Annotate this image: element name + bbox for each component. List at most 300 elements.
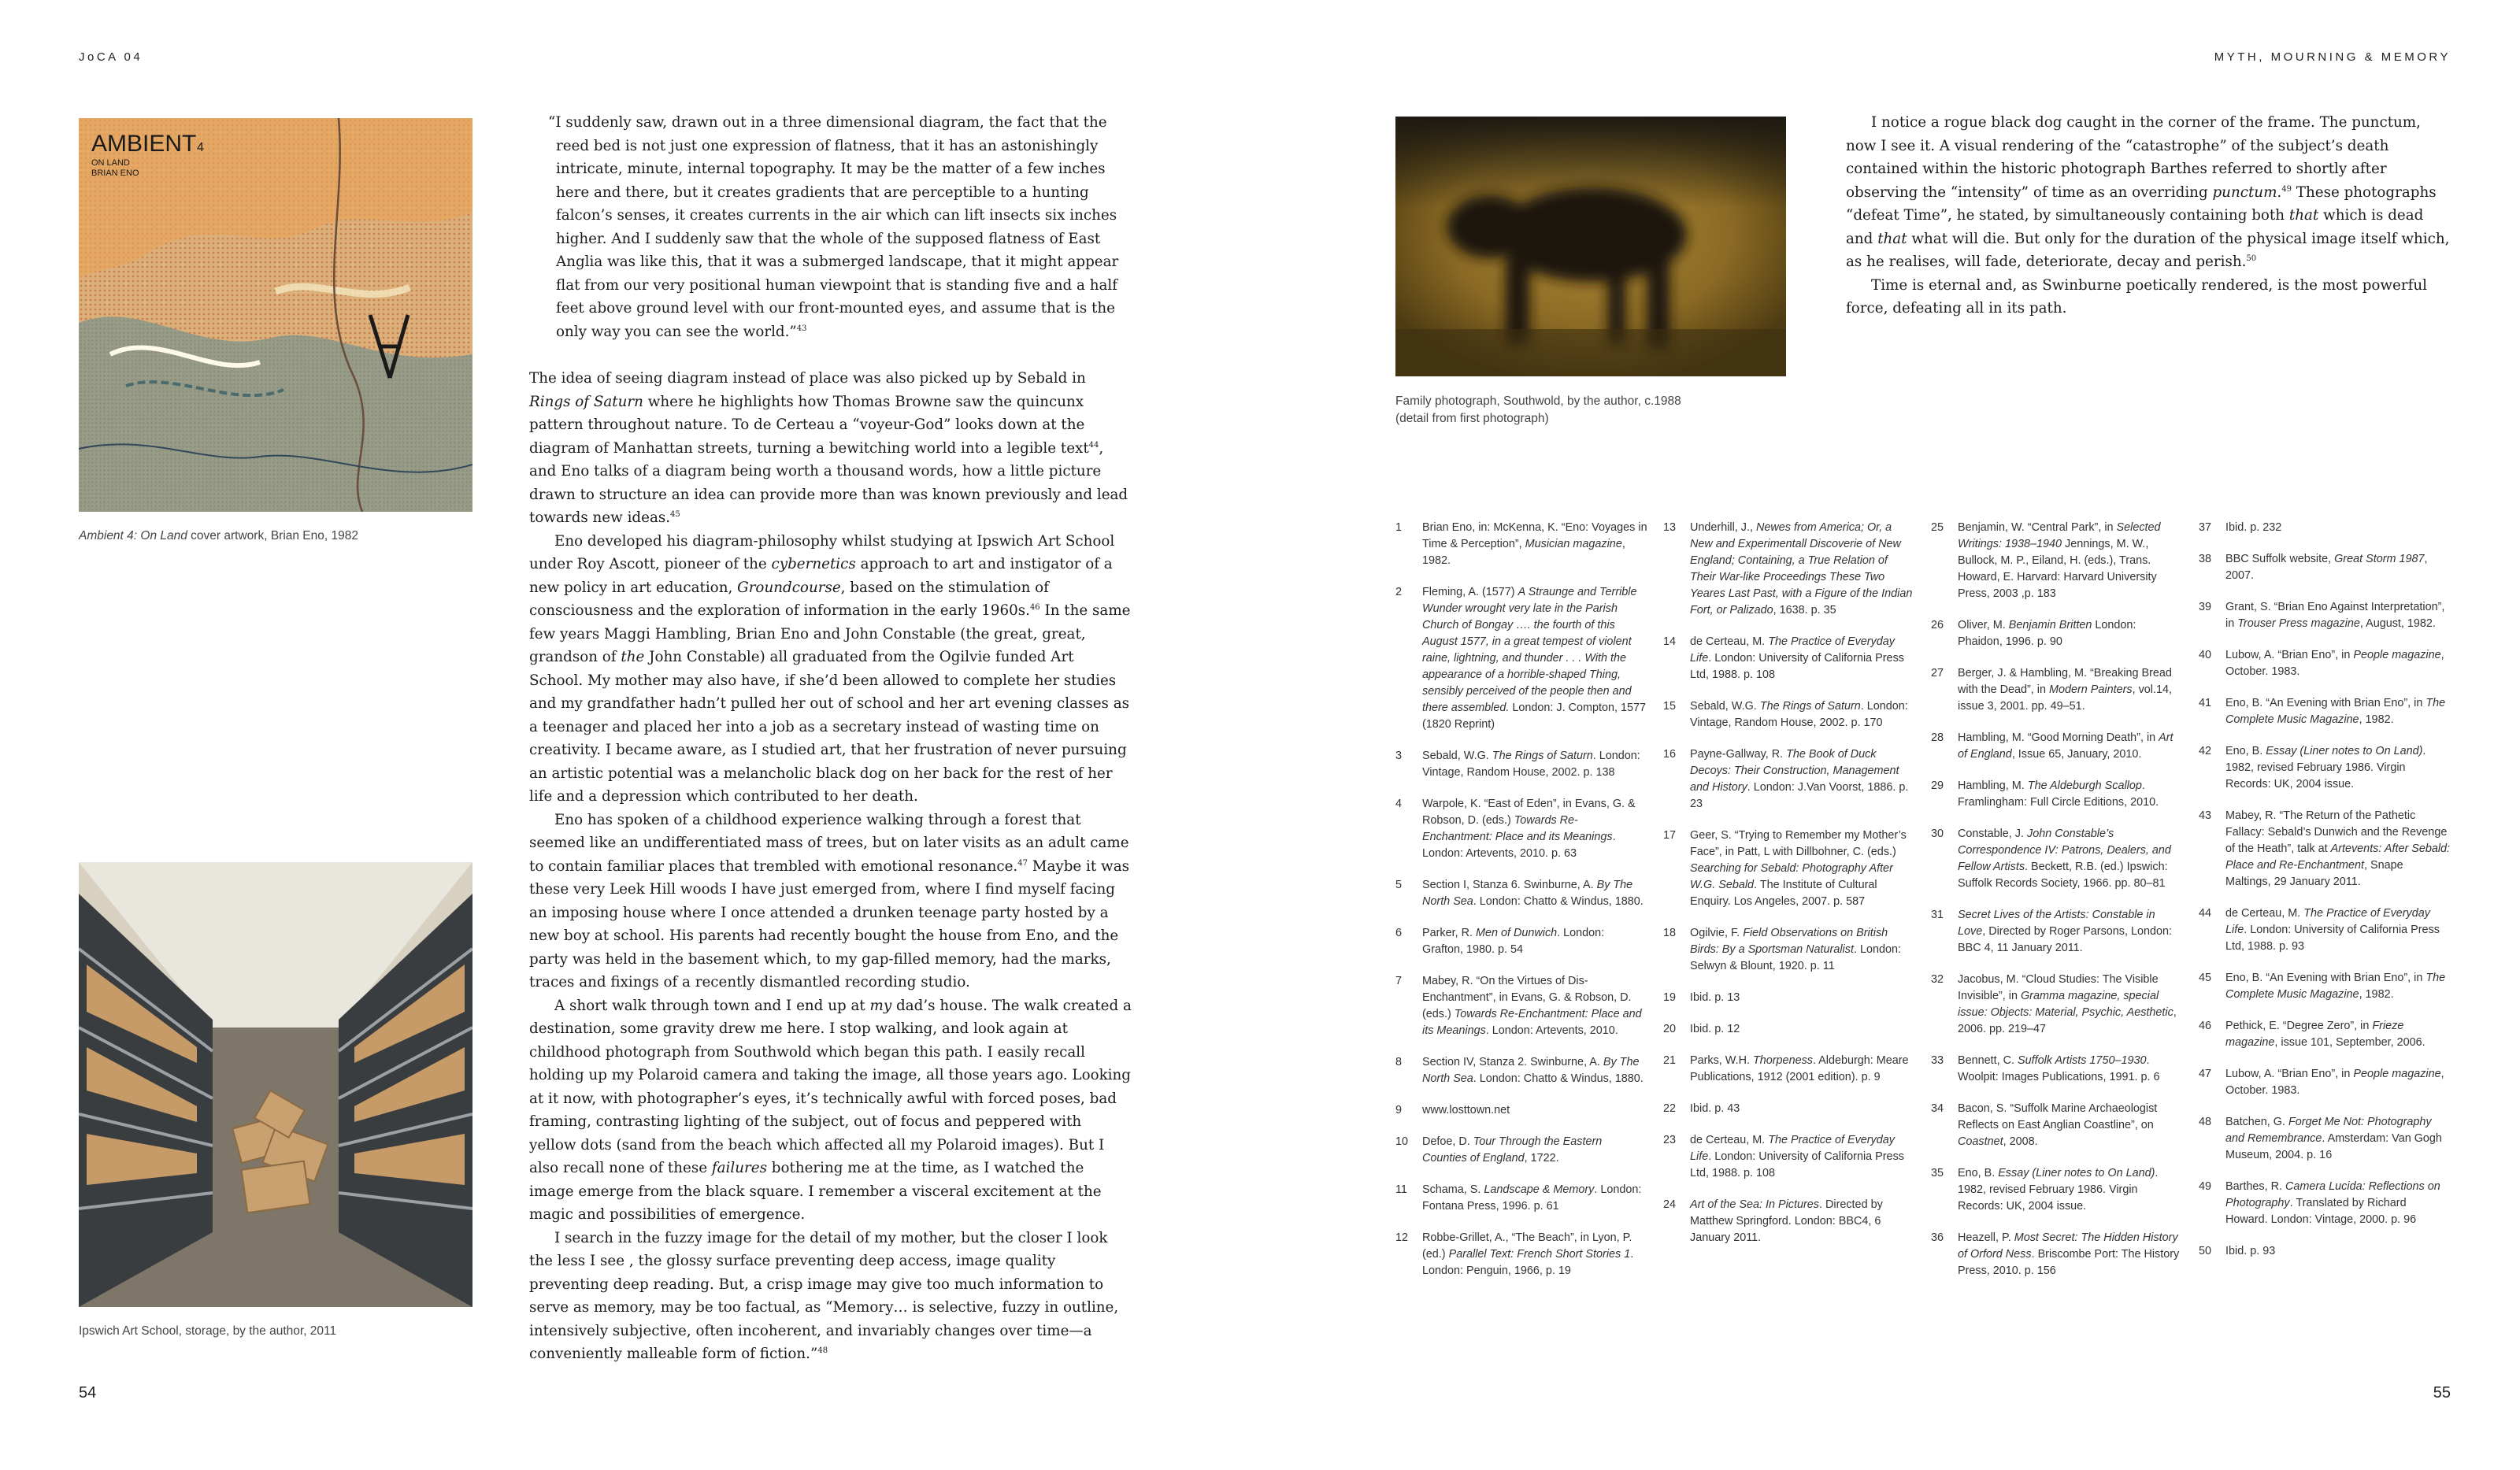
endnote-text (1690, 925, 1915, 975)
text-run-italic: my (869, 997, 892, 1014)
endnote-text-run: , 2007. (2225, 553, 2428, 582)
endnote-number: 13 (1663, 521, 1677, 534)
endnote-title-italic: Field Observations on British Birds: By a Sportsman Naturalist (1690, 927, 1888, 956)
endnote-item (1663, 925, 1915, 975)
endnote-title-italic: Frieze magazine (2225, 1020, 2404, 1049)
footnote-ref: 46 (1029, 602, 1040, 612)
endnote-title-italic: By The North Sea (1422, 879, 1633, 908)
endnote-text-run: Hambling, M. (1958, 779, 2028, 792)
endnote-number: 34 (1931, 1102, 1944, 1115)
endnote-item (1395, 973, 1647, 1039)
endnote-text (1422, 1102, 1647, 1119)
endnote-item (1931, 1165, 2183, 1215)
text-run-italic: Rings of Saturn (529, 393, 643, 410)
endnote-number: 43 (2199, 809, 2212, 822)
endnote-item (1663, 698, 1915, 731)
endnote-title-italic: Men of Dunwich (1475, 927, 1558, 939)
endnote-text-run: . Aldeburgh: Meare Publications, 1912 (2001 edition). p. 9 (1690, 1054, 1909, 1083)
endnote-number: 41 (2199, 697, 2212, 709)
endnote-title-italic: Artevents: After Sebald: Place and Re-Enchantment (2225, 842, 2451, 872)
endnote-item (1931, 1053, 2183, 1086)
text-run-italic: Groundcourse (737, 579, 841, 596)
endnote-text-run: . London: University of California Press Ltd, 1988. p. 108 (1690, 652, 1904, 681)
endnote-text-run: de Certeau, M. (1690, 1134, 1769, 1146)
endnote-text (1422, 1230, 1647, 1279)
endnote-item (2199, 743, 2451, 793)
endnote-text (1958, 520, 2183, 602)
text-run: These photographs “defeat Time”, he stated, by simultaneously containing both (1846, 183, 2437, 224)
endnote-text (2225, 1243, 2451, 1260)
endnote-number: 7 (1395, 975, 1403, 987)
endnote-text-run: , 1982. (2359, 713, 2394, 726)
endnote-text-run: . Briscombe Port: The History Press, 2010. p. 156 (1958, 1248, 2180, 1277)
text-run: dad’s house. The walk created a destination, some gravity drew me here. I stop walking, and look again at childhood photograph from Southwold which began this path. I easily recall holding up my Polaroid camera and taking the image, all those years ago. Looking at it now, with photographer’s eyes, it’s technically awful with forced poses, bad framing, contrasting lighting of the subject, out of focus and peppered with yellow dots (sand from the beach which affected all my Polaroid images). But I also recall none of these (529, 997, 1132, 1176)
footnote-ref: 48 (817, 1346, 828, 1355)
endnote-number: 46 (2199, 1020, 2212, 1032)
endnote-text-run: Heazell, P. (1958, 1231, 2014, 1244)
ambient-subtitle-text: ON LAND (91, 158, 130, 168)
endnote-number: 3 (1395, 750, 1403, 762)
endnote-item (2199, 1179, 2451, 1228)
endnote-text (1958, 665, 2183, 715)
endnote-text-run: . London: University of California Press Ltd, 1988. p. 108 (1690, 1150, 1904, 1179)
ambient-caption-rest: cover artwork, Brian Eno, 1982 (187, 529, 358, 542)
endnote-number: 23 (1663, 1134, 1677, 1146)
endnote-number: 40 (2199, 649, 2212, 661)
endnote-item (2199, 520, 2451, 536)
endnote-title-italic: Suffolk Artists 1750–1930 (2018, 1054, 2147, 1067)
text-run-italic: cybernetics (771, 556, 856, 572)
endnote-title-italic: John Constable’s Correspondence IV: Patrons, Dealers, and Fellow Artists (1958, 828, 2171, 873)
endnote-text-run: Hambling, M. “Good Morning Death”, in (1958, 731, 2159, 744)
endnote-text (1422, 925, 1647, 958)
endnote-text-run: . London: Vintage, Random House, 2002. p. 170 (1690, 700, 1908, 729)
endnote-item (1395, 796, 1647, 862)
endnote-text-run: , 1982. (2359, 988, 2394, 1001)
endnote-text (1690, 1021, 1915, 1038)
endnote-title-italic: Gramma magazine, special issue: Objects: Material, Psychic, Aesthetic (1958, 990, 2174, 1019)
endnote-item (1663, 634, 1915, 683)
endnote-text-run: . London: J.Van Voorst, 1886. p. 23 (1690, 781, 1909, 810)
endnote-title-italic: Most Secret: The Hidden History of Orford Ness (1958, 1231, 2178, 1261)
footnote-ref: 49 (2281, 184, 2292, 194)
endnote-title-italic: The Rings of Saturn (1759, 700, 1861, 713)
text-run: which is dead and (1846, 207, 2424, 247)
endnote-item (1663, 1197, 1915, 1246)
endnote-text-run: . London: University of California Press Ltd, 1988. p. 93 (2225, 924, 2440, 953)
text-run: Eno developed his diagram-philosophy whilst studying at Ipswich Art School under Roy Ascott, pioneer of the (529, 532, 1115, 572)
endnote-title-italic: By The North Sea (1422, 1056, 1640, 1085)
endnote-text (2225, 1114, 2451, 1164)
endnote-text-run: Section IV, Stanza 2. Swinburne, A. (1422, 1056, 1603, 1068)
endnote-title-italic: Great Storm 1987 (2334, 553, 2425, 565)
endnote-text-run: Parks, W.H. (1690, 1054, 1753, 1067)
endnote-item (1395, 1102, 1647, 1119)
endnote-text (1958, 730, 2183, 763)
endnote-number: 48 (2199, 1116, 2212, 1128)
endnote-number: 1 (1395, 521, 1403, 534)
endnote-text-run: Ibid. p. 12 (1690, 1023, 1740, 1035)
endnote-item (2199, 808, 2451, 891)
endnote-text-run: . 1982, revised February 1986. Virgin Records: UK, 2004 issue. (1958, 1167, 2159, 1213)
endnote-title-italic: Tour Through the Eastern Counties of England (1422, 1135, 1603, 1165)
endnote-number: 5 (1395, 879, 1403, 891)
endnote-item (1931, 826, 2183, 892)
endnote-number: 30 (1931, 828, 1944, 840)
endnote-item (1663, 1101, 1915, 1117)
family-caption-line1: Family photograph, Southwold, by the author, c.1988 (1395, 394, 1681, 408)
endnote-text (2225, 905, 2451, 955)
endnote-number: 17 (1663, 829, 1677, 842)
eno-quote-paragraph (529, 111, 1132, 343)
right-body-text (1846, 111, 2451, 320)
endnote-number: 28 (1931, 731, 1944, 744)
endnote-text-run: Section I, Stanza 6. Swinburne, A. (1422, 879, 1597, 891)
footnote-ref: 50 (2246, 254, 2257, 263)
endnote-item (1663, 828, 1915, 910)
body-paragraph-time (1846, 274, 2451, 320)
text-run: where he highlights how Thomas Browne saw the quincunx pattern throughout nature. To de Certeau a “voyeur-God” looks down at the diagram of Manhattan streets, turning a bewitching world into a legible text (529, 393, 1089, 457)
endnote-number: 39 (2199, 601, 2212, 613)
endnote-text-run: . London: Artevents, 2010. p. 63 (1422, 831, 1616, 860)
endnote-text-run: , 2006. pp. 219–47 (1958, 1006, 2177, 1035)
family-caption-line2: (detail from first photograph) (1395, 412, 1549, 425)
notes-column-2 (1663, 520, 1915, 1261)
endnote-text-run: Eno, B. “An Evening with Brian Eno”, in (2225, 697, 2426, 709)
endnote-text (1690, 634, 1915, 683)
text-run: Maybe it was these very Leek Hill woods I have just emerged from, where I find myself facing an imposing house where I once attended a drunken teenage party hosted by a new boy at school. His parents had recently bought the house from Eno, and the party was held in the basement which, to my gap-filled memory, had the marks, traces and fixings of a recently dismantled recording studio. (529, 857, 1129, 990)
endnote-text-run: . London: Artevents, 2010. (1485, 1024, 1618, 1037)
endnote-text (2225, 599, 2451, 632)
endnote-number: 31 (1931, 909, 1944, 921)
endnote-title-italic: Selected Writings: 1938–1940 (1958, 521, 2161, 550)
endnote-text-run: , August, 1982. (2359, 617, 2436, 630)
endnote-text-run: Benjamin, W. “Central Park”, in (1958, 521, 2117, 534)
endnote-text (1690, 1132, 1915, 1182)
endnote-text-run: de Certeau, M. (2225, 907, 2304, 920)
endnote-item (2199, 647, 2451, 680)
body-paragraph-ipswich (529, 530, 1132, 809)
endnote-text (2225, 1066, 2451, 1099)
endnote-item (2199, 1066, 2451, 1099)
endnote-title-italic: The Aldeburgh Scallop (2027, 779, 2142, 792)
endnote-number: 20 (1663, 1023, 1677, 1035)
endnote-title-italic: Towards Re-Enchantment: Place and its Meanings (1422, 1008, 1642, 1037)
endnote-item (1931, 730, 2183, 763)
endnote-item (1395, 748, 1647, 781)
text-run: Eno has spoken of a childhood experience walking through a forest that seemed like an undifferentiated mass of trees, but on later visits as an adult came to contain familiar places that trembled with emotional resonance. (529, 811, 1129, 875)
endnote-number: 32 (1931, 973, 1944, 986)
endnote-text-run: Eno, B. “An Evening with Brian Eno”, in (2225, 972, 2426, 984)
endnote-text (1422, 1134, 1647, 1167)
endnote-title-italic: The Complete Music Magazine (2225, 697, 2446, 726)
endnote-title-italic: Art of the Sea: In Pictures (1690, 1198, 1819, 1211)
endnote-title-italic: Parallel Text: French Short Stories 1 (1448, 1248, 1631, 1261)
notes-column-1 (1395, 520, 1647, 1294)
endnote-item (1395, 925, 1647, 958)
endnote-item (2199, 905, 2451, 955)
endnote-text-run: . Amsterdam: Van Gogh Museum, 2004. p. 16 (2225, 1132, 2442, 1161)
text-run: In the same few years Maggi Hambling, Brian Eno and John Constable (the great, great, grandson of (529, 602, 1131, 665)
endnote-title-italic: People magazine (2353, 649, 2441, 661)
page-number-right: 55 (2433, 1384, 2451, 1401)
endnote-text (1690, 1197, 1915, 1246)
endnote-text (1422, 584, 1647, 733)
endnote-text-run: , vol.14, issue 3, 2001. pp. 49–51. (1958, 683, 2172, 713)
endnote-item (1395, 584, 1647, 733)
endnote-title-italic: The Complete Music Magazine (2225, 972, 2446, 1001)
endnote-text (2225, 970, 2451, 1003)
endnote-title-italic: A Straunge and Terrible Wunder wrought very late in the Parish Church of Bongay …. the fourth of this August 1577, in a great tempest of violent raine, lightning, and thunder . . . With the appearance of a horrible-shaped Thing, sensibly perceived of the people then and there assembled. (1422, 586, 1637, 714)
endnote-item (1395, 520, 1647, 569)
endnote-text-run: , 1638. p. 35 (1773, 604, 1836, 617)
endnote-number: 47 (2199, 1068, 2212, 1080)
text-run: bothering me at the time, as I watched the image emerge from the black square. I remember a visceral excitement at the magic and possibilities of emergence. (529, 1160, 1102, 1223)
endnote-title-italic: Newes from America; Or, a New and Experimentall Discoverie of New England; Containing, a True Relation of Their War-like Proceedings These Two Yeares Last Past, with a Figure of the Indian Fort, or Palizado (1690, 521, 1913, 617)
endnote-text (1422, 520, 1647, 569)
ambient-cover-image (79, 118, 472, 512)
endnote-text (1958, 907, 2183, 957)
endnote-text-run: Sebald, W.G. (1422, 750, 1492, 762)
endnote-number: 2 (1395, 586, 1403, 598)
endnote-title-italic: Towards Re-Enchantment: Place and its Meanings (1422, 814, 1613, 843)
endnote-text-run: Pethick, E. “Degree Zero”, in (2225, 1020, 2373, 1032)
endnote-item (1931, 907, 2183, 957)
endnote-text-run: London: Phaidon, 1996. p. 90 (1958, 619, 2136, 648)
endnote-item (2199, 695, 2451, 728)
notes-column-3 (1931, 520, 2183, 1294)
endnote-text-run: Eno, B. (1958, 1167, 1999, 1179)
endnote-title-italic: The Book of Duck Decoys: Their Construction, Management and History (1690, 748, 1899, 794)
endnote-text-run: Batchen, G. (2225, 1116, 2288, 1128)
endnote-title-italic: The Practice of Everyday Life (1690, 635, 1895, 665)
endnote-text-run: . London: Fontana Press, 1996. p. 61 (1422, 1183, 1642, 1213)
endnote-text (1958, 1230, 2183, 1279)
body-paragraph-forest (529, 809, 1132, 994)
endnote-number: 35 (1931, 1167, 1944, 1179)
ambient-caption (79, 528, 488, 545)
endnote-number: 27 (1931, 667, 1944, 679)
endnote-text-run: . 1982, revised February 1986. Virgin Records: UK, 2004 issue. (2225, 745, 2426, 791)
text-run-italic: that (1877, 230, 1907, 247)
archive-storage-photo (79, 862, 472, 1307)
family-caption (1395, 393, 1789, 428)
endnote-text-run: . The Institute of Cultural Enquiry. Los Angeles, 2007. p. 587 (1690, 879, 1877, 908)
endnote-title-italic: The Practice of Everyday Life (1690, 1134, 1895, 1163)
endnote-text-run: Payne-Gallway, R. (1690, 748, 1787, 761)
endnote-text-run: Eno, B. (2225, 745, 2266, 757)
endnote-number: 36 (1931, 1231, 1944, 1244)
endnote-text-run: Bacon, S. “Suffolk Marine Archaeologist Reflects on East Anglian Coastline”, on (1958, 1102, 2158, 1131)
endnote-title-italic: Landscape & Memory (1484, 1183, 1595, 1196)
endnote-number: 12 (1395, 1231, 1409, 1244)
body-paragraph-diagram (529, 367, 1132, 530)
endnote-text-run: Oliver, M. (1958, 619, 2009, 631)
endnote-item (2199, 551, 2451, 584)
endnote-text (2225, 520, 2451, 536)
endnote-text-run: . Beckett, R.B. (ed.) Ipswich: Suffolk Records Society, 1966. pp. 80–81 (1958, 861, 2168, 890)
body-paragraph-memory (529, 1227, 1132, 1366)
quote-text: “I suddenly saw, drawn out in a three dimensional diagram, the fact that the reed bed is not just one expression of flatness, that it has an astonishingly intricate, minute, internal topography. It may be the matter of a few inches here and there, but it creates gradients that are perceptible to a hunting falcon’s senses, it creates currents in the air which can lift insects six inches higher. And I suddenly saw that the whole of the supposed flatness of East Anglia was like this, that it was a submerged landscape, that it might appear flat from our very positional human viewpoint that is standing five and a half feet above ground level with our front-mounted eyes, and assume that is the only way you can see the world.” (548, 114, 1119, 340)
endnote-text-run: Brian Eno, in: McKenna, K. “Eno: Voyages in Time & Perception”, (1422, 521, 1647, 550)
ambient-caption-title: Ambient 4: On Land (79, 529, 187, 542)
page-number-left: 54 (79, 1384, 97, 1401)
endnote-text (1422, 796, 1647, 862)
endnote-title-italic: Musician magazine (1525, 538, 1622, 550)
endnote-text (2225, 808, 2451, 891)
endnote-number: 18 (1663, 927, 1677, 939)
endnote-title-italic: The Practice of Everyday Life (2225, 907, 2430, 936)
endnote-item (1931, 520, 2183, 602)
endnote-text-run: Ibid. p. 232 (2225, 521, 2282, 534)
ambient-cover-artwork (79, 118, 472, 512)
family-photograph-image (1395, 117, 1786, 376)
endnote-title-italic: People magazine (2353, 1068, 2441, 1080)
endnote-text (1958, 1053, 2183, 1086)
text-run: what will die. But only for the duration of the physical image itself which, as he realises, will fade, deteriorate, decay and perish. (1846, 230, 2450, 270)
endnote-text (1690, 828, 1915, 910)
text-run-italic: that (2288, 207, 2319, 224)
endnote-number: 19 (1663, 991, 1677, 1004)
endnote-number: 14 (1663, 635, 1677, 648)
endnote-title-italic: Essay (Liner notes to On Land) (1998, 1167, 2155, 1179)
body-paragraph-walk (529, 994, 1132, 1227)
endnote-text (1422, 1054, 1647, 1087)
endnote-text-run: Lubow, A. “Brian Eno”, in (2225, 1068, 2354, 1080)
family-photograph-dog (1395, 117, 1786, 376)
endnote-text-run: . London: Grafton, 1980. p. 54 (1422, 927, 1605, 956)
endnote-number: 26 (1931, 619, 1944, 631)
endnote-text-run: Ibid. p. 43 (1690, 1102, 1740, 1115)
endnote-number: 25 (1931, 521, 1944, 534)
endnote-text-run: . London: Penguin, 1966, p. 19 (1422, 1248, 1634, 1277)
endnote-title-italic: Benjamin Britten (2008, 619, 2092, 631)
archive-caption: Ipswich Art School, storage, by the author, 2011 (79, 1324, 337, 1338)
running-header-right: MYTH, MOURNING & MEMORY (2214, 50, 2451, 64)
endnote-text (1690, 1053, 1915, 1086)
text-run: , based on the stimulation of consciousness and the exploration of information in the early 1960s. (529, 579, 1049, 619)
endnote-text (2225, 551, 2451, 584)
endnote-text (1690, 520, 1915, 619)
endnote-item (1395, 1134, 1647, 1167)
endnote-text-run: Ogilvie, F. (1690, 927, 1744, 939)
endnote-text-run: Jennings, M. W., Bullock, M. P., Eiland, H. (eds.), Trans. Howard, E. Harvard: Harvard University Press, 2003 ,p. 183 (1958, 538, 2157, 600)
endnote-number: 21 (1663, 1054, 1677, 1067)
endnote-number: 42 (2199, 745, 2212, 757)
endnote-text (1422, 973, 1647, 1039)
endnote-text-run: . London: Chatto & Windus, 1880. (1473, 1072, 1644, 1085)
footnote-ref: 45 (670, 509, 680, 519)
endnote-item (1663, 1053, 1915, 1086)
endnote-text (1690, 1101, 1915, 1117)
running-header-left: JoCA 04 (79, 50, 143, 64)
endnote-number: 50 (2199, 1245, 2212, 1257)
endnote-number: 38 (2199, 553, 2212, 565)
endnote-item (1931, 617, 2183, 650)
endnote-number: 8 (1395, 1056, 1403, 1068)
endnote-text-run: Bennett, C. (1958, 1054, 2018, 1067)
footnote-ref: 47 (1017, 858, 1028, 868)
endnote-text-run: . London: Chatto & Windus, 1880. (1473, 895, 1644, 908)
endnote-number: 29 (1931, 779, 1944, 792)
endnote-number: 10 (1395, 1135, 1409, 1148)
text-run: John Constable) all graduated from the Ogilvie funded Art School. My mother may also have, if she’d been allowed to complete her studies and my grandfather hadn’t pulled her out of school and her art evening classes as a teenager and placed her into a job as a secretary instead of wasting time on creativity. I became aware, as I studied art, that her frustration of never pursuing an artistic potential was a melancholic black dog on her back for the rest of her life and a depression which contributed to her death. (529, 649, 1130, 805)
endnote-item (1663, 990, 1915, 1006)
text-run-italic: punctum (2212, 183, 2277, 201)
endnote-text (1958, 617, 2183, 650)
endnote-text-run: London: J. Compton, 1577 (1820 Reprint) (1422, 702, 1646, 731)
endnote-item (1931, 665, 2183, 715)
text-run: A short walk through town and I end up at (554, 997, 870, 1014)
text-run: , and Eno talks of a diagram being worth a thousand words, how a little picture drawn to structure an idea can provide more than was known previously and lead towards new ideas. (529, 439, 1128, 526)
endnote-text-run: , 2008. (2003, 1135, 2038, 1148)
endnote-text-run: Ibid. p. 13 (1690, 991, 1740, 1004)
endnote-item (1395, 1182, 1647, 1215)
endnote-item (1931, 1101, 2183, 1150)
endnote-item (1663, 746, 1915, 813)
endnote-text (1422, 748, 1647, 781)
endnote-text-run: . Woolpit: Images Publications, 1991. p. 6 (1958, 1054, 2160, 1083)
endnote-text-run: Warpole, K. “East of Eden”, in Evans, G. & Robson, D. (eds.) (1422, 798, 1636, 827)
endnote-text (1690, 698, 1915, 731)
endnote-text (2225, 647, 2451, 680)
endnote-number: 22 (1663, 1102, 1677, 1115)
endnote-text (1958, 826, 2183, 892)
endnote-title-italic: Art of England (1958, 731, 2174, 761)
endnote-text (1958, 778, 2183, 811)
endnote-item (1395, 1054, 1647, 1087)
endnote-item (2199, 1243, 2451, 1260)
endnote-text-run: , October. 1983. (2225, 1068, 2444, 1097)
text-run: Time is eternal and, as Swinburne poetically rendered, is the most powerful force, defeating all in its path. (1846, 276, 2427, 317)
endnote-text-run: Jacobus, M. “Cloud Studies: The Visible Invisible”, in (1958, 973, 2159, 1002)
endnote-number: 45 (2199, 972, 2212, 984)
endnote-text-run: Fleming, A. (1577) (1422, 586, 1518, 598)
endnote-text-run: Sebald, W.G. (1690, 700, 1760, 713)
endnote-text-run: . Framlingham: Full Circle Editions, 2010. (1958, 779, 2159, 809)
endnote-text-run: Barthes, R. (2225, 1180, 2285, 1193)
endnote-title-italic: Thorpeness (1752, 1054, 1813, 1067)
endnote-text-run: Defoe, D. (1422, 1135, 1473, 1148)
archive-storage-image (79, 862, 472, 1307)
endnote-text (2225, 743, 2451, 793)
ambient-artist-text: BRIAN ENO (91, 168, 139, 178)
endnote-text (1690, 990, 1915, 1006)
endnote-title-italic: Modern Painters (2048, 683, 2133, 696)
notes-column-4 (2199, 520, 2451, 1275)
endnote-number: 33 (1931, 1054, 1944, 1067)
endnote-text (1958, 1101, 2183, 1150)
endnote-text-run: Mabey, R. “On the Virtues of Dis-Enchantment”, in Evans, G. & Robson, D. (eds.) (1422, 975, 1632, 1020)
endnote-text-run: . London: Vintage, Random House, 2002. p. 138 (1422, 750, 1640, 779)
endnote-number: 6 (1395, 927, 1403, 939)
endnote-item (2199, 1018, 2451, 1051)
text-run: I notice a rogue black dog caught in the corner of the frame. The punctum, now I see it. A visual rendering of the “catastrophe” of the subject’s death contained within the historic photograph Barthes referred to shortly after observing the “intensity” of time as an overriding (1846, 114, 2421, 201)
text-run: approach to art and instigator of a new policy in art education, (529, 556, 1113, 596)
endnote-number: 49 (2199, 1180, 2212, 1193)
endnote-text-run: www.losttown.net (1422, 1104, 1510, 1116)
endnote-item (1663, 520, 1915, 619)
endnote-title-italic: The Rings of Saturn (1492, 750, 1593, 762)
endnote-number: 24 (1663, 1198, 1677, 1211)
endnote-text-run: , 1722. (1524, 1152, 1559, 1165)
endnote-text-run: . Translated by Richard Howard. London: Vintage, 2000. p. 96 (2225, 1197, 2417, 1226)
ambient-title-text: AMBIENT (91, 131, 197, 157)
footnote-ref: 44 (1088, 440, 1099, 450)
footnote-ref: 43 (796, 324, 807, 333)
endnote-item (1931, 778, 2183, 811)
endnote-text-run: Parker, R. (1422, 927, 1476, 939)
